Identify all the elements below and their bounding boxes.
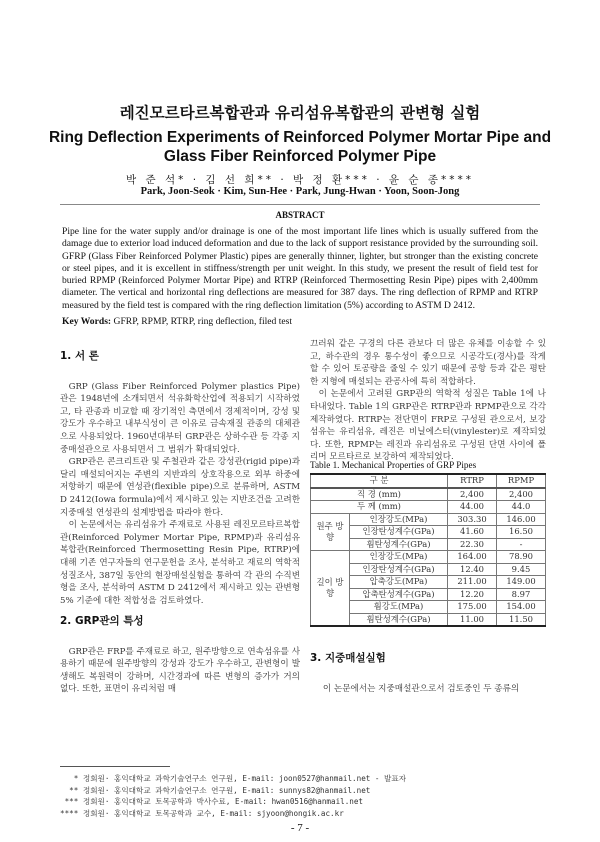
table-row	[311, 551, 546, 564]
properties-table	[310, 473, 546, 627]
footnote-divider	[60, 766, 170, 767]
cell: 146.00	[497, 513, 546, 526]
footnote: *** 정회원· 홍익대학교 토목공학과 박사수료, E-mail: hwan0516@hanmail.net	[60, 797, 364, 807]
keywords	[62, 316, 292, 327]
cell: 211.00	[448, 576, 497, 589]
right-column-section3	[310, 652, 546, 695]
footnote: * 정회원· 홍익대학교 과학기술연구소 연구원, E-mail: joon0527@hanmail.net - 발표자	[60, 774, 407, 783]
title-english: Ring Deflection Experiments of Reinforced Polymer Mortar Pipe and Glass Fiber Reinforced Polymer Pipe	[48, 129, 552, 165]
cell: 22.30	[448, 538, 497, 551]
keywords-list: GFRP, RPMP, RTRP, ring deflection, filed test	[113, 316, 293, 327]
cell: 8.97	[497, 588, 546, 601]
cell: 압축강도(MPa)	[350, 576, 448, 589]
section-1-heading: 1. 서 론	[60, 350, 99, 362]
cell: 12.40	[448, 563, 497, 576]
cell: 164.00	[448, 551, 497, 564]
cell: 직 경 (mm)	[311, 488, 448, 501]
cell: 11.00	[448, 613, 497, 626]
abstract-heading: ABSTRACT	[275, 210, 325, 220]
cell: 9.45	[497, 563, 546, 576]
paragraph: 이 논문에서는 지중매설관으로서 검토중인 두 종류의	[322, 683, 520, 694]
left-column	[60, 350, 300, 607]
cell: 압축탄성계수(GPa)	[350, 588, 448, 601]
cell: 303.30	[448, 513, 497, 526]
cell: 두 께 (mm)	[311, 501, 448, 514]
cell: 2,400	[448, 488, 497, 501]
cell: 휨탄성계수(GPa)	[350, 613, 448, 626]
header-cell: RPMP	[497, 474, 546, 488]
paragraph: 끄러워 같은 구경의 다른 관보다 더 많은 유체를 이송할 수 있고, 하수관의 경우 통수성이 좋으므로 시공각도(경사)를 작게 할 수 있어 토공량을 줄일 수 있기 때문에 공항 등과 같은 평탄한 지형에 매설되는 관공사에 특히 적합하다.	[310, 339, 546, 387]
group-cell: 길이 방향	[311, 551, 350, 627]
authors-english: Park, Joon-Seok · Kim, Sun-Hee · Park, Jung-Hwan · Yoon, Soon-Jong	[140, 186, 460, 197]
paragraph: 이 논문에서 고려된 GRP관의 역학적 성질은 Table 1에 나타내었다. Table 1의 GRP관은 RTRP관과 RPMP관으로 각각 제작하였다. RTRP는 전단면이 FRP로 구성된 관으로서, 보강섬유는 유리섬유, 레진은 비닐에스터(vinylester)로 제작되었다. 또한, RPMP는 레진과 유리섬유로 구성된 단면 사이에 폴리머 모르타르로 보강하여 제작되었다.	[310, 389, 546, 463]
cell: 44.00	[448, 501, 497, 514]
cell: 2,400	[497, 488, 546, 501]
title-korean: 레진모르타르복합관과 유리섬유복합관의 관변형 실험	[119, 104, 481, 122]
paragraph: 이 논문에서는 유리섬유가 주재료로 사용된 레진모르타르복합관(Reinforced Polymer Mortar Pipe, RPMP)과 유리섬유복합관(Reinforced Thermosetting Resin Pipe, RTRP)에 대해 기존 연구자들의 연구문헌을 조사, 분석하고 재료의 역학적 성질조사, 387일 동안의 현장매설실험을 통하여 각 관의 수직변형을 조사, 분석하여 ASTM D 2412에서 제시하고 있는 관변형 5% 기준에 대한 적합성을 검토하였다.	[60, 520, 300, 606]
paragraph: GRP관은 FRP를 주재료로 하고, 원주방향으로 연속섬유를 사용하기 때문에 원주방향의 강성과 강도가 우수하고, 관변형이 발생해도 복원력이 강하며, 시간경과에 따른 변형의 증가가 거의 없다. 또한, 표면이 유리처럼 매	[60, 646, 300, 695]
cell: -	[497, 538, 546, 551]
page-number: - 7 -	[290, 822, 310, 834]
cell: 11.50	[497, 613, 546, 626]
cell: 인장강도(MPa)	[350, 551, 448, 564]
group-cell: 원주 방향	[311, 513, 350, 551]
cell: 인장강도(MPa)	[350, 513, 448, 526]
table-header-row	[311, 474, 546, 488]
cell: 인장탄성계수(GPa)	[350, 526, 448, 539]
cell: 154.00	[497, 601, 546, 614]
paragraph: GRP관은 콘크리트관 및 주철관과 같은 강성관(rigid pipe)과 달리 매설되어지는 주변의 지반과의 상호작용으로 외부 하중에 저항하기 때문에 연성관(flexible pipe)으로 분류하며, ASTM D 2412(Iowa formula)에서 제시하고 있는 지반조건을 고려한 지중매설 연성관의 설계방법을 따라야 한다.	[60, 457, 300, 518]
authors-korean: 박 준 석* · 김 선 희** · 박 정 환*** · 윤 순 종****	[126, 174, 474, 186]
section-2-heading: 2. GRP관의 특성	[60, 615, 144, 627]
table-row	[311, 513, 546, 526]
section-3-heading: 3. 지중매설실험	[310, 652, 386, 664]
footnote: **** 정회원· 홍익대학교 토목공학과 교수, E-mail: sjyoon@hongik.ac.kr	[60, 808, 344, 818]
cell: 44.0	[497, 501, 546, 514]
cell: 149.00	[497, 576, 546, 589]
cell: 175.00	[448, 601, 497, 614]
cell: 휨강도(MPa)	[350, 601, 448, 614]
left-column-section2	[60, 615, 300, 696]
table-row	[311, 501, 546, 514]
table-caption: Table 1. Mechanical Properties of GRP Pipes	[310, 460, 477, 470]
cell: 12.20	[448, 588, 497, 601]
cell: 16.50	[497, 526, 546, 539]
header-cell: 구 분	[311, 474, 448, 488]
footnotes	[60, 773, 406, 819]
cell: 78.90	[497, 551, 546, 564]
cell: 41.60	[448, 526, 497, 539]
cell: 휨탄성계수(GPa)	[350, 538, 448, 551]
header-cell: RTRP	[448, 474, 497, 488]
right-column	[310, 338, 546, 464]
table-row	[311, 488, 546, 501]
abstract-text: Pipe line for the water supply and/or drainage is one of the most important life lines which is usually suffered from the damage due to exterior load induced deformation and due to the lack of support resistance provided by the surrounding soil. GFRP (Glass Fiber Reinforced Polymer Plastic) pipes are generally thinner, lighter, but stronger than the existing concrete or steel pipes, and it is excellent in stiffness/strength per unit weight. In this study, we present the result of field test for buried RPMP (Reinforced Polymer Mortar Pipe) and RTRP (Reinforced Thermosetting Resin Pipe) pipes with 2,400mm diameter. The vertical and horizontal ring deflections are measured for 387 days. The ring deflection of RPMP and RTRP measured by the field test is compared with the ring deflection limitation (5%) according to ASTM D 2412.	[62, 226, 538, 311]
keywords-label: Key Words:	[62, 316, 112, 327]
paragraph: GRP (Glass Fiber Reinforced Polymer plastics Pipe)관은 1948년에 소개되면서 석유화학산업에 적용되기 시작하였고, 타 관종과 비교할 때 장기적인 측면에서 경제적이며, 강성 및 강도가 우수하고 내부식성이 큰 이유로 금속재질 관종의 대체관으로 사용되었다. 1960년대부터 GRP관은 상하수관 등 각종 지중매설관으로 사용되면서 그 범위가 확대되었다.	[60, 381, 300, 455]
divider	[60, 204, 540, 205]
cell: 인장탄성계수(GPa)	[350, 563, 448, 576]
footnote: ** 정회원· 홍익대학교 과학기술연구소 연구원, E-mail: sunnys82@hanmail.net	[60, 785, 371, 795]
